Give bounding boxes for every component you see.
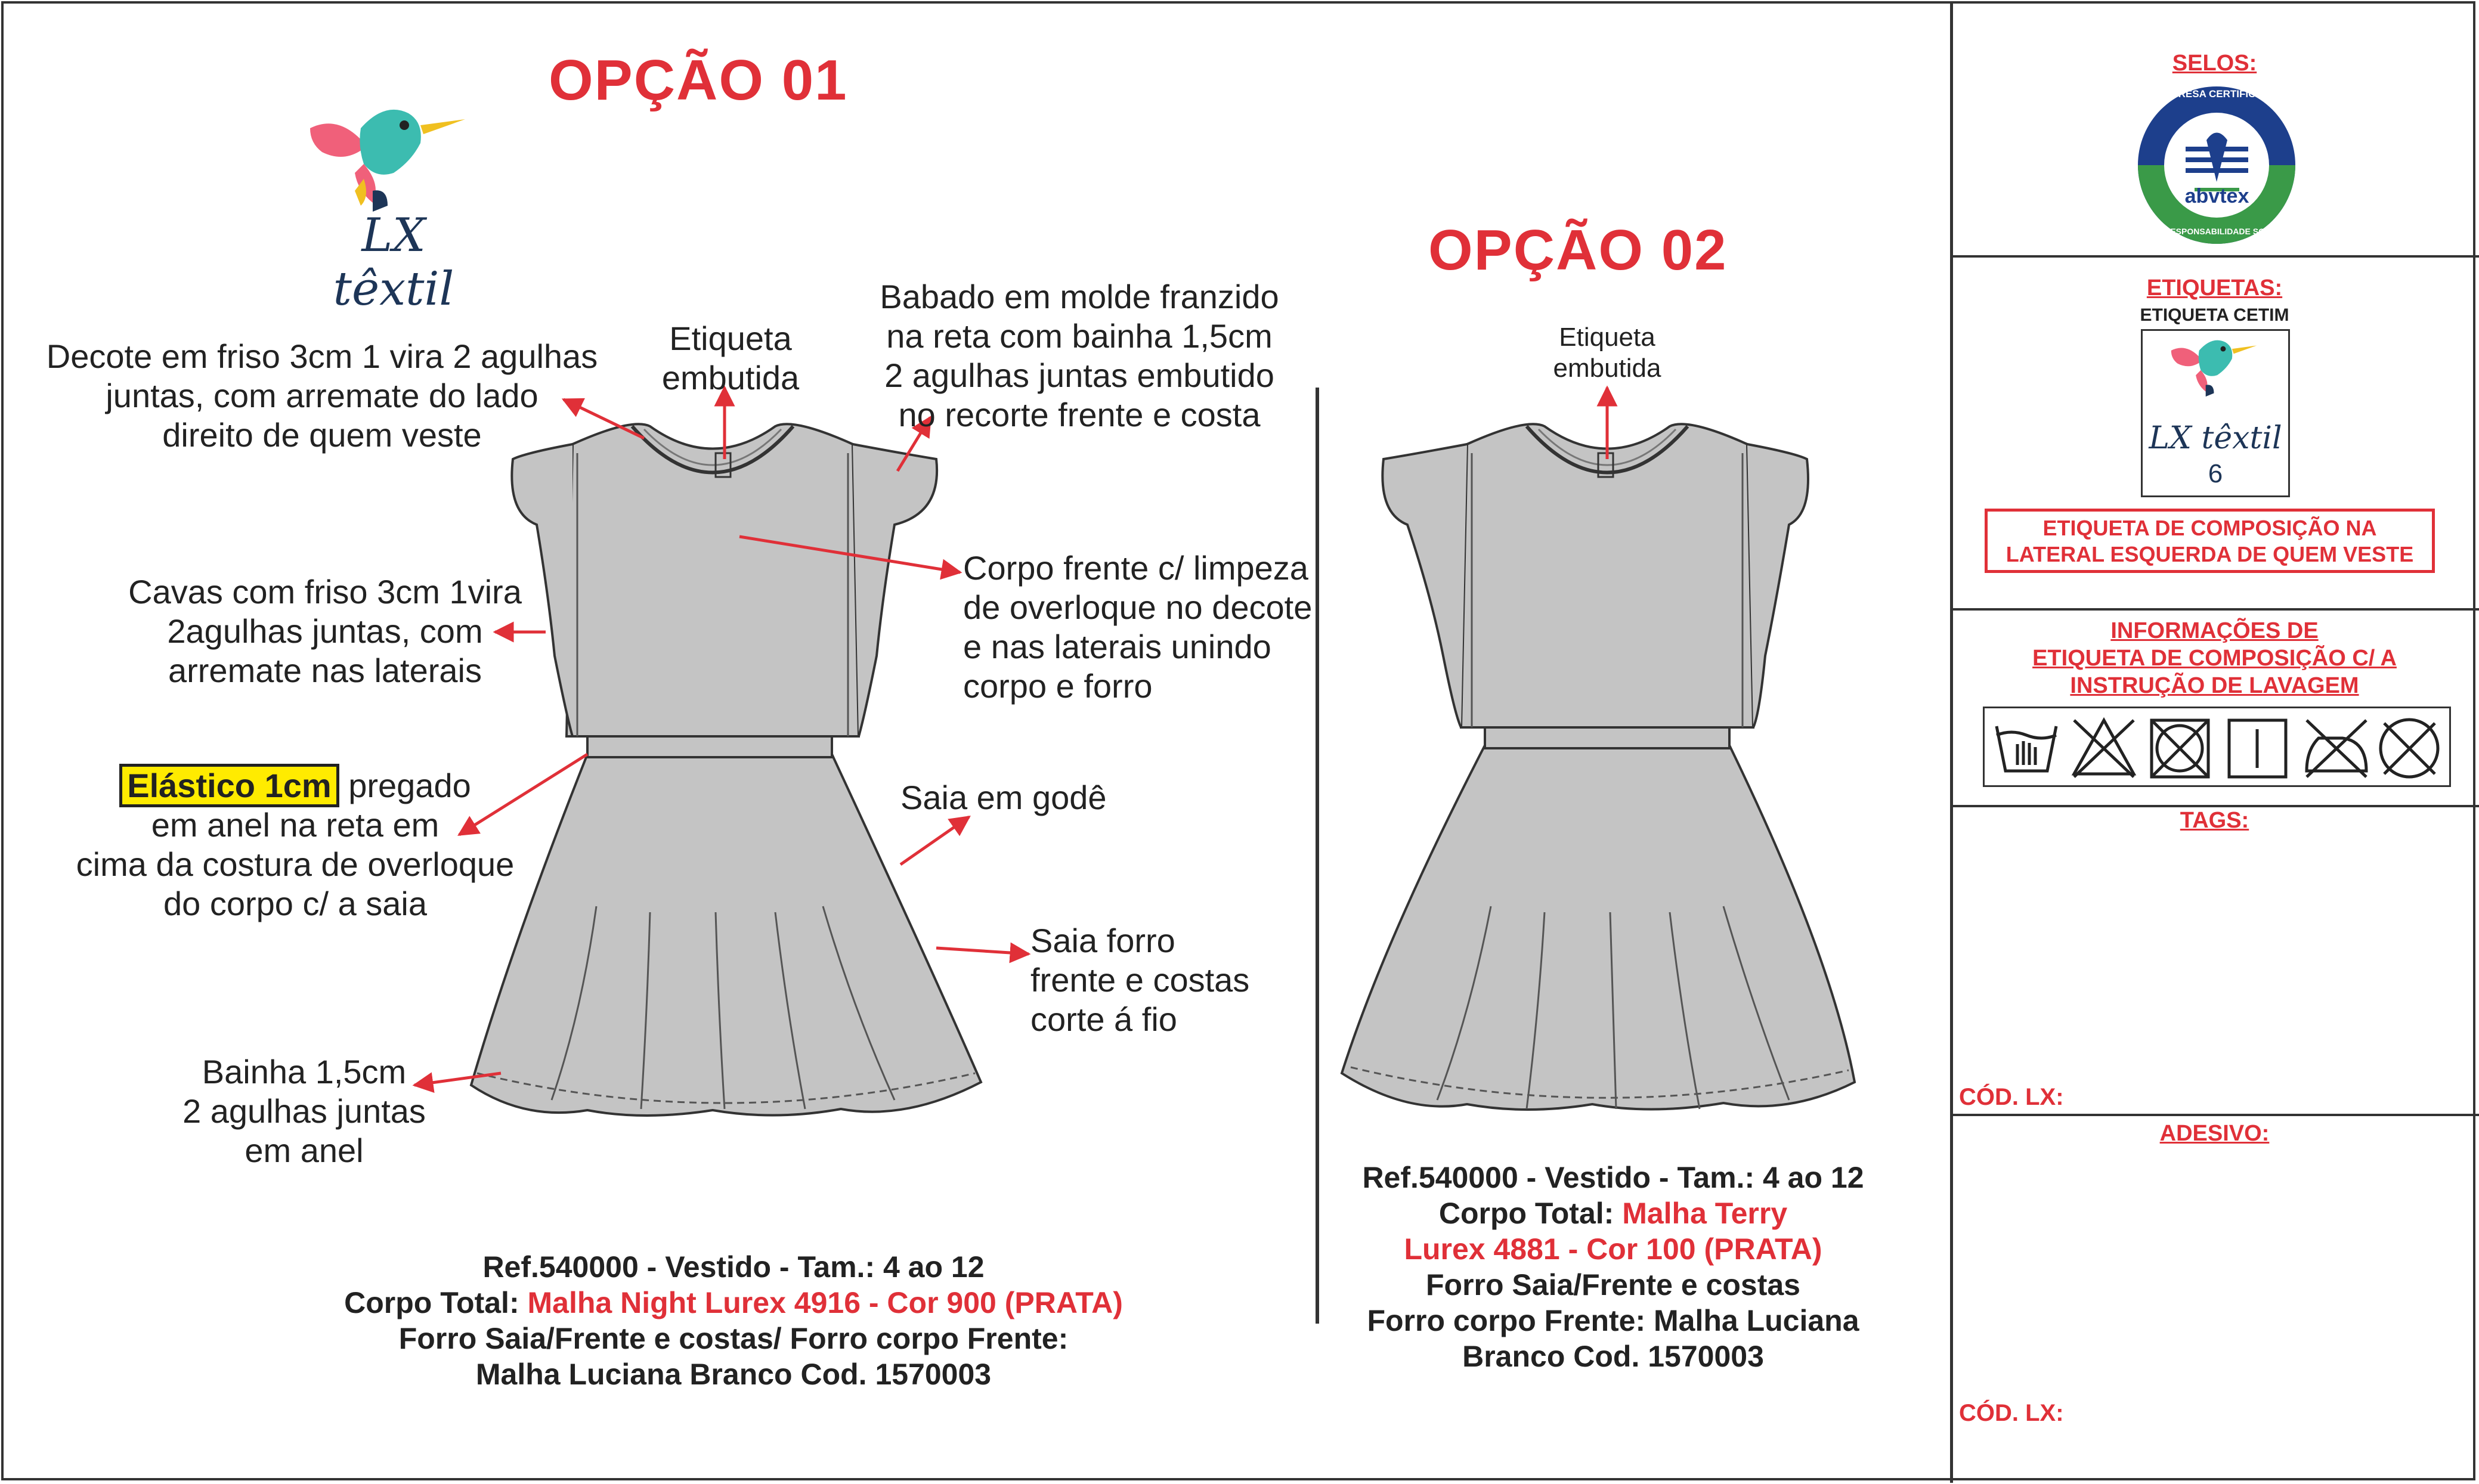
spec-corpo-label: Corpo Total: [1438,1197,1623,1230]
spec-forro: Malha Luciana Branco Cod. 1570003 [475,1358,992,1391]
note-corpo-line: e nas laterais unindo [963,628,1271,665]
cetim-size: 6 [2208,459,2223,488]
cetim-logo-text: LX têxtil [2149,420,2282,456]
spec-forro: Branco Cod. 1570003 [1462,1340,1764,1373]
composicao-line: LATERAL ESQUERDA DE QUEM VESTE [2006,542,2414,566]
option-1-spec [256,1249,1211,1392]
note-bainha [161,1052,447,1170]
spec-ref: Ref.540000 - Vestido - Tam.: 4 ao 12 [482,1250,985,1284]
line-dry-icon [2229,720,2286,777]
seal-top-text: EMPRESA CERTIFICADA [2156,88,2278,100]
no-iron-icon [2307,720,2366,777]
spec-forro: Forro corpo Frente: Malha Luciana [1367,1304,1859,1337]
note-elastico-text: pregado [339,767,471,804]
note-babado-line: 2 agulhas juntas embutido [884,357,1274,394]
note-elastico-line: em anel na reta em [151,806,440,844]
spec-ref: Ref.540000 - Vestido - Tam.: 4 ao 12 [1362,1161,1864,1194]
informacoes-heading [1950,617,2479,699]
note-babado-line: na reta com bainha 1,5cm [886,317,1273,355]
cod-lx-adesivo: CÓD. LX: [1959,1400,2064,1426]
note-decote [24,337,620,455]
sidebar-rule-4 [1950,1114,2479,1116]
note-etiqueta-1 [644,319,817,398]
note-etiqueta-line: Etiqueta [1559,323,1655,352]
note-corpo-line: de overloque no decote [963,588,1313,626]
option-2-title: OPÇÃO 02 [1428,218,1728,282]
spec-corpo-value: Malha Night Lurex 4916 - Cor 900 (PRATA) [527,1286,1123,1319]
note-corpo-line: Corpo frente c/ limpeza [963,549,1308,587]
option-1-title: OPÇÃO 01 [549,48,848,112]
etiquetas-heading: ETIQUETAS: [2146,275,2283,300]
note-cavas-line: 2agulhas juntas, com [167,612,483,650]
dress-2 [1342,424,1855,1110]
note-elastico [60,766,531,924]
care-symbols-row [1985,708,2450,786]
note-bainha-line: Bainha 1,5cm [202,1053,407,1090]
note-etiqueta-2 [1518,322,1697,384]
note-saia-forro-line: Saia forro [1030,922,1175,959]
selos-heading: SELOS: [2172,51,2257,76]
note-decote-line: juntas, com arremate do lado [106,377,538,414]
note-babado-line: Babado em molde franzido [880,278,1279,315]
note-decote-line: direito de quem veste [162,416,482,454]
note-saia-gode: Saia em godê [900,779,1107,816]
no-dry-clean-icon [2381,720,2438,777]
care-symbols [1983,707,2451,787]
adesivo-heading: ADESIVO: [2159,1121,2270,1146]
spec-forro: Forro Saia/Frente e costas [1425,1268,1800,1302]
sidebar-divider [1950,1,1953,1483]
hand-wash-icon [1997,726,2056,771]
option-2-spec [1300,1160,1926,1374]
informacoes-line: INSTRUÇÃO DE LAVAGEM [2070,673,2359,698]
note-cavas-line: Cavas com friso 3cm 1vira [128,573,522,611]
no-bleach-icon [2074,720,2134,777]
seal-bottom-text: EM RESPONSABILIDADE SOCIAL [2149,227,2285,236]
note-etiqueta-line: embutida [1553,354,1661,383]
note-bainha-line: em anel [245,1132,364,1169]
elastico-highlight: Elástico 1cm [119,764,339,807]
note-cavas [95,572,555,690]
note-etiqueta-line: Etiqueta [669,320,792,357]
sidebar-rule-1 [1950,255,2479,258]
certification-seal-icon [2135,83,2299,247]
spec-corpo-value: Malha Terry [1622,1197,1788,1230]
etiqueta-cetim-label: ETIQUETA CETIM [2140,305,2289,325]
spec-corpo-label: Corpo Total: [344,1286,528,1319]
dress-1 [471,424,981,1116]
tags-heading: TAGS: [2180,808,2249,833]
informacoes-line: ETIQUETA DE COMPOSIÇÃO C/ A [2032,646,2397,671]
note-corpo-line: corpo e forro [963,667,1153,705]
note-cavas-line: arremate nas laterais [168,652,482,689]
note-bainha-line: 2 agulhas juntas [182,1092,426,1130]
note-etiqueta-line: embutida [661,359,800,396]
note-babado [847,277,1312,435]
sidebar-rule-2 [1950,608,2479,611]
cetim-label [2141,329,2290,497]
spec-corpo [256,1285,1211,1321]
composicao-line: ETIQUETA DE COMPOSIÇÃO NA [2042,516,2377,540]
note-saia-forro-line: corte á fio [1030,1000,1177,1038]
cod-lx-tags: CÓD. LX: [1959,1084,2064,1110]
note-elastico-line: cima da costura de overloque [76,845,515,883]
sidebar-rule-3 [1950,805,2479,807]
note-elastico-line: do corpo c/ a saia [163,885,428,922]
seal-name: abvtex [2184,185,2249,207]
composicao-box [1985,509,2435,573]
spec-corpo [1300,1195,1926,1231]
note-babado-line: no recorte frente e costa [898,396,1261,433]
no-tumble-dry-icon [2152,720,2208,777]
logo-text: LX têxtil [333,209,454,316]
note-elastico-line [60,766,531,805]
note-decote-line: Decote em friso 3cm 1 vira 2 agulhas [46,337,598,375]
abvtex-seal [2135,83,2299,247]
note-saia-forro-line: frente e costas [1030,961,1250,999]
note-saia-forro [1030,921,1305,1039]
spec-corpo-value: Lurex 4881 - Cor 100 (PRATA) [1404,1232,1822,1266]
hummingbird-icon [2164,336,2271,431]
note-corpo [963,549,1315,706]
spec-forro: Forro Saia/Frente e costas/ Forro corpo Frente: [398,1322,1069,1355]
informacoes-line: INFORMAÇÕES DE [2110,618,2319,643]
